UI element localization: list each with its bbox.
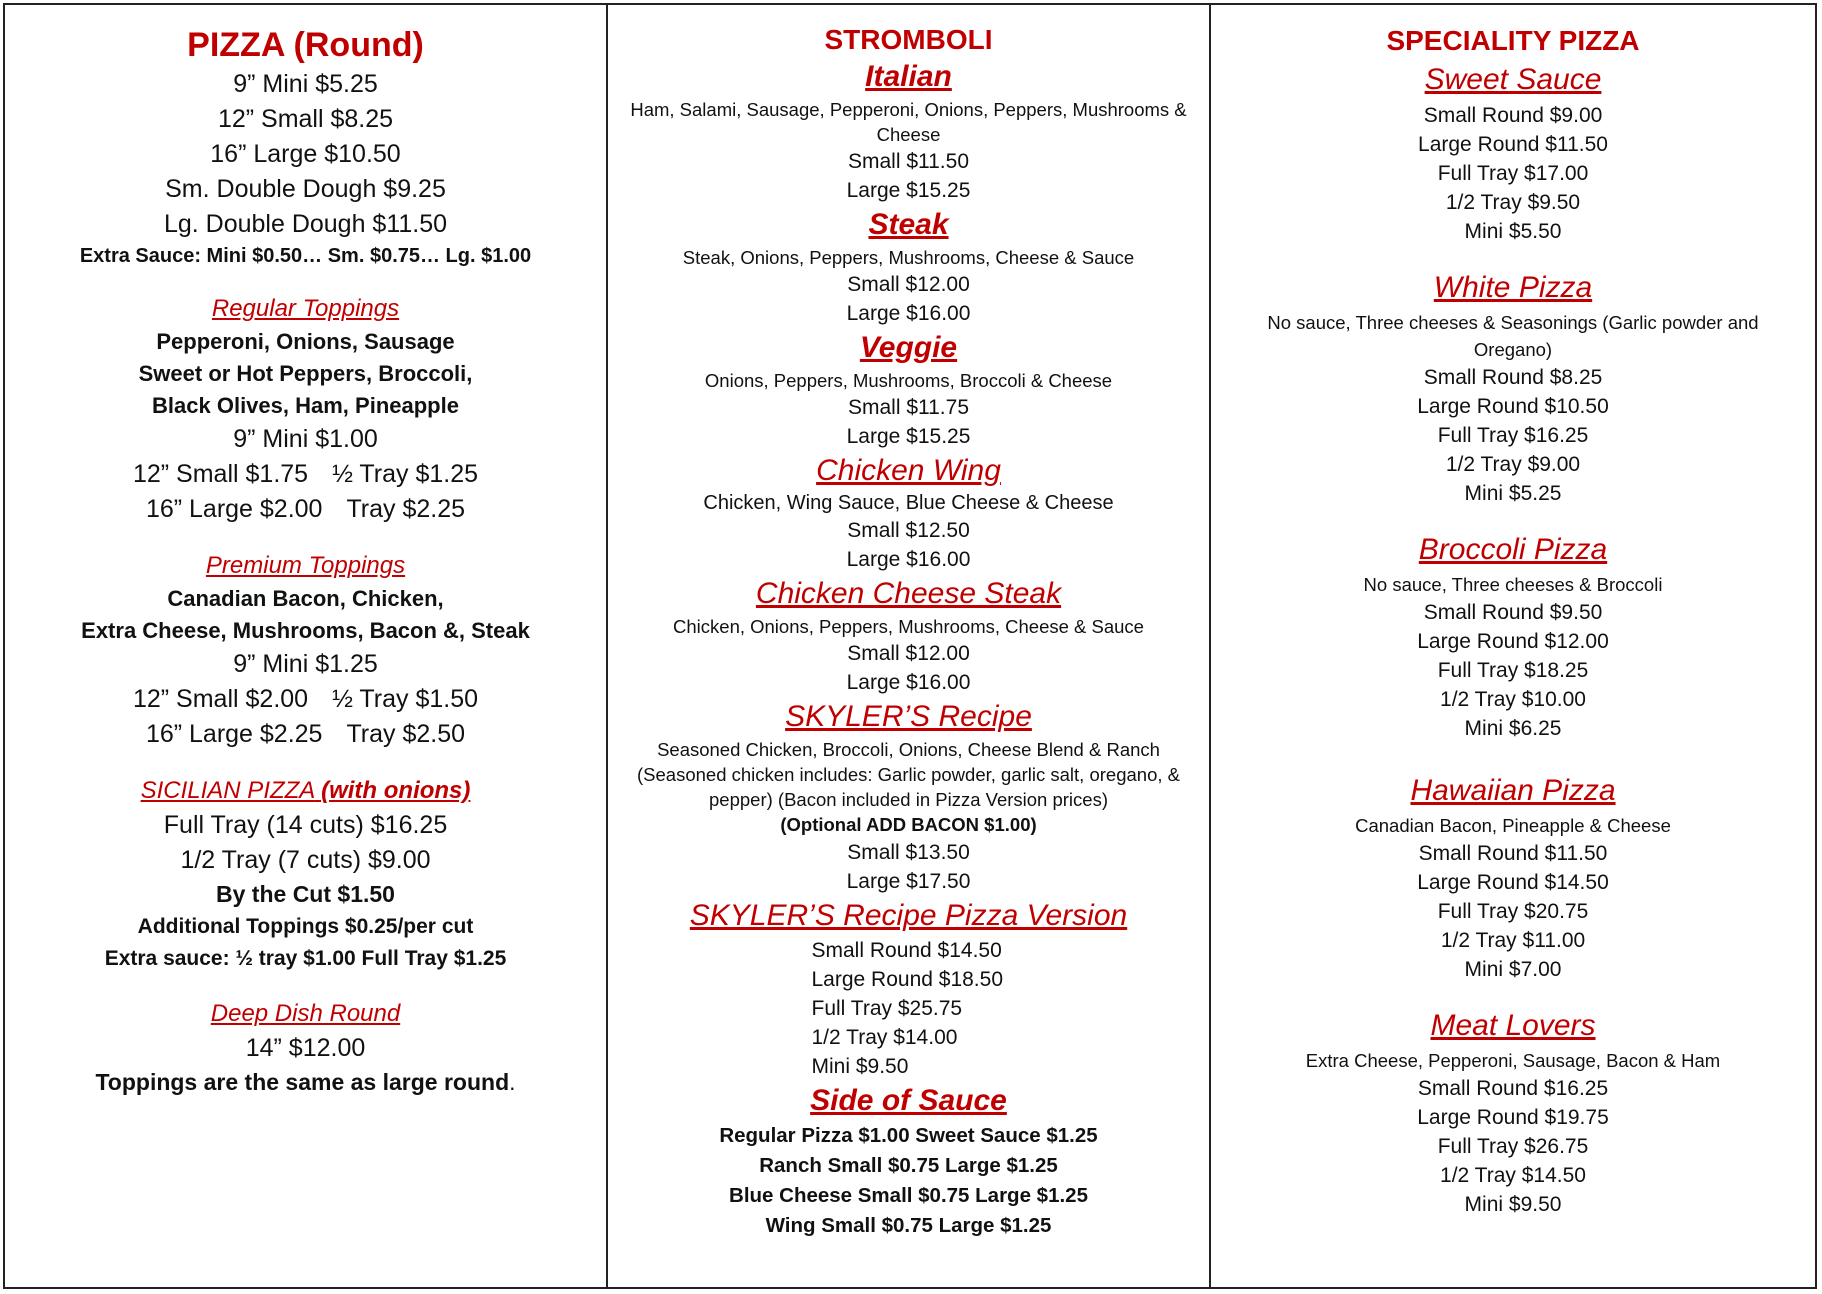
italian-heading: Italian	[865, 60, 952, 93]
price-line: Mini $5.50	[1464, 220, 1562, 243]
topping-list-line: Pepperoni, Onions, Sausage	[156, 329, 455, 354]
price-line	[5, 492, 606, 527]
steak-heading: Steak	[868, 208, 949, 241]
price-line: Small Round $9.00	[1423, 104, 1603, 127]
speciality-pizza-title: SPECIALITY PIZZA	[1386, 25, 1640, 56]
price-line	[5, 457, 606, 492]
chicken-cheese-steak-heading: Chicken Cheese Steak	[755, 577, 1062, 610]
price-line: Large $16.00	[846, 302, 971, 325]
optional-bacon-line: (Optional ADD BACON $1.00)	[780, 814, 1037, 835]
price-line: Large Round $19.75	[1417, 1106, 1609, 1129]
price-line: Small $11.50	[847, 150, 970, 173]
price-line: Large Round $18.50	[811, 968, 1003, 991]
price-line: 1/2 Tray $9.50	[1445, 191, 1581, 214]
price-line: Small $12.00	[847, 642, 970, 665]
sauce-price-line: Wing Small $0.75 Large $1.25	[765, 1214, 1052, 1237]
topping-list-line: Extra Cheese, Mushrooms, Bacon &, Steak	[81, 618, 530, 643]
price-line: 9” Mini $1.00	[233, 425, 378, 453]
sauce-price-line: Regular Pizza $1.00 Sweet Sauce $1.25	[719, 1124, 1098, 1147]
pizza-round-title: PIZZA (Round)	[187, 26, 424, 64]
sweet-sauce-heading: Sweet Sauce	[1424, 63, 1602, 96]
price-line: Large Round $12.00	[1417, 630, 1609, 653]
price-line: Small $12.00	[847, 273, 970, 296]
broccoli-pizza-heading: Broccoli Pizza	[1418, 533, 1608, 566]
price-tray: Tray $2.50	[346, 720, 466, 748]
price-line	[5, 717, 606, 752]
white-pizza-heading: White Pizza	[1433, 271, 1593, 304]
sauce-price-line: Blue Cheese Small $0.75 Large $1.25	[729, 1184, 1088, 1207]
price-small: 12” Small $1.75	[132, 460, 309, 488]
price-line: 1/2 Tray $14.50	[1440, 1164, 1586, 1187]
price-line: 1/2 Tray (7 cuts) $9.00	[180, 846, 431, 874]
price-line: Small $13.50	[847, 841, 970, 864]
price-line	[5, 682, 606, 717]
price-line: Sm. Double Dough $9.25	[165, 175, 446, 203]
price-line: Mini $6.25	[1464, 717, 1562, 740]
sicilian-heading-text: SICILIAN PIZZA	[140, 777, 315, 804]
item-description: Seasoned Chicken, Broccoli, Onions, Cheese Blend & Ranch (Seasoned chicken includes: Garlic powder, garlic salt, oregano, & pepper) (Bacon included in Pizza Version prices)	[637, 739, 1180, 810]
price-line: Lg. Double Dough $11.50	[163, 210, 448, 238]
price-line: Small Round $14.50	[811, 939, 1002, 962]
price-line: 9” Mini $5.25	[233, 70, 378, 98]
price-line: Mini $5.25	[1464, 482, 1562, 505]
price-line: Small Round $9.50	[1423, 601, 1603, 624]
topping-list-line: Canadian Bacon, Chicken,	[167, 586, 444, 611]
item-description: No sauce, Three cheeses & Seasonings (Garlic powder and Oregano)	[1267, 312, 1759, 360]
price-line: Small Round $11.50	[1418, 842, 1608, 865]
price-line: Mini $9.50	[1464, 1193, 1562, 1216]
extra-sauce-line: Extra Sauce: Mini $0.50… Sm. $0.75… Lg. $1.00	[79, 245, 532, 267]
price-line: Large $15.25	[846, 425, 971, 448]
topping-list-line: Sweet or Hot Peppers, Broccoli,	[138, 361, 473, 386]
price-line: Small Round $8.25	[1423, 366, 1603, 389]
veggie-heading: Veggie	[859, 331, 958, 364]
stromboli-title: STROMBOLI	[824, 24, 993, 55]
price-line: Small $11.75	[847, 396, 970, 419]
price-line: 1/2 Tray $10.00	[1440, 688, 1586, 711]
side-of-sauce-heading: Side of Sauce	[810, 1084, 1007, 1117]
item-description: Onions, Peppers, Mushrooms, Broccoli & Cheese	[704, 370, 1113, 391]
price-line: Full Tray $26.75	[1437, 1135, 1589, 1158]
item-description: Canadian Bacon, Pineapple & Cheese	[1355, 815, 1671, 836]
price-line: Large Round $11.50	[1418, 133, 1608, 156]
price-line: Large $17.50	[846, 870, 971, 893]
price-line: Large $16.00	[846, 671, 971, 694]
price-line: Large $16.00	[846, 548, 971, 571]
price-tray: Tray $2.25	[346, 495, 466, 523]
item-description: Steak, Onions, Peppers, Mushrooms, Cheese & Sauce	[682, 247, 1135, 268]
by-the-cut-line: By the Cut $1.50	[216, 881, 395, 907]
price-line: 12” Small $8.25	[217, 105, 394, 133]
price-half-tray: ½ Tray $1.25	[332, 460, 479, 488]
stromboli-column	[608, 5, 1211, 1287]
price-large: 16” Large $2.25	[145, 720, 323, 748]
price-line: 1/2 Tray $11.00	[1440, 929, 1586, 952]
pizza-round-column	[5, 5, 608, 1287]
item-description: No sauce, Three cheeses & Broccoli	[1363, 574, 1663, 595]
price-line: Full Tray $17.00	[1437, 162, 1589, 185]
deep-dish-heading: Deep Dish Round	[210, 1000, 401, 1027]
item-description: Chicken, Onions, Peppers, Mushrooms, Cheese & Sauce	[673, 616, 1144, 637]
item-description: Ham, Salami, Sausage, Pepperoni, Onions, Peppers, Mushrooms & Cheese	[630, 99, 1187, 145]
price-line: Full Tray $18.25	[1437, 659, 1589, 682]
price-line: Full Tray (14 cuts) $16.25	[163, 811, 448, 839]
price-large: 16” Large $2.00	[145, 495, 323, 523]
chicken-wing-heading: Chicken Wing	[816, 454, 1001, 487]
premium-toppings-heading: Premium Toppings	[205, 552, 406, 579]
menu-table	[3, 3, 1817, 1289]
regular-toppings-heading: Regular Toppings	[211, 295, 400, 322]
price-half-tray: ½ Tray $1.50	[332, 685, 479, 713]
price-line: 16” Large $10.50	[210, 140, 401, 168]
hawaiian-pizza-heading: Hawaiian Pizza	[1410, 774, 1616, 807]
price-line: 14” $12.00	[245, 1034, 366, 1062]
price-line: Mini $7.00	[1464, 958, 1562, 981]
item-description: Extra Cheese, Pepperoni, Sausage, Bacon & Ham	[1305, 1050, 1721, 1071]
topping-list-line: Black Olives, Ham, Pineapple	[152, 393, 459, 418]
price-line: Full Tray $16.25	[1437, 424, 1589, 447]
price-line: 1/2 Tray $9.00	[1445, 453, 1581, 476]
sauce-price-line: Ranch Small $0.75 Large $1.25	[759, 1154, 1058, 1177]
price-line: Large Round $10.50	[1417, 395, 1609, 418]
extra-sauce-line: Extra sauce: ½ tray $1.00 Full Tray $1.25	[104, 947, 507, 970]
price-line: 1/2 Tray $14.00	[811, 1026, 958, 1049]
meat-lovers-heading: Meat Lovers	[1430, 1009, 1596, 1042]
skylers-recipe-heading: SKYLER’S Recipe	[785, 700, 1032, 733]
sicilian-pizza-heading	[5, 774, 606, 808]
deep-dish-note-text: Toppings are the same as large round	[95, 1069, 510, 1095]
speciality-pizza-column	[1211, 5, 1815, 1287]
price-line: 9” Mini $1.25	[233, 650, 378, 678]
price-line: Mini $9.50	[811, 1055, 909, 1078]
deep-dish-note-period: .	[509, 1069, 516, 1095]
price-small: 12” Small $2.00	[132, 685, 309, 713]
price-line: Full Tray $20.75	[1437, 900, 1589, 923]
deep-dish-note	[5, 1066, 606, 1099]
pizza-version-prices	[776, 936, 1042, 1081]
price-line: Small Round $16.25	[1417, 1077, 1609, 1100]
price-line: Large Round $14.50	[1417, 871, 1609, 894]
item-description: Chicken, Wing Sauce, Blue Cheese & Cheese	[703, 492, 1114, 514]
additional-toppings-line: Additional Toppings $0.25/per cut	[137, 915, 474, 938]
skylers-pizza-version-heading: SKYLER’S Recipe Pizza Version	[689, 899, 1128, 932]
price-line: Large $15.25	[846, 179, 971, 202]
price-line: Small $12.50	[847, 519, 970, 542]
sicilian-heading-note: (with onions)	[321, 777, 471, 804]
price-line: Full Tray $25.75	[811, 997, 963, 1020]
